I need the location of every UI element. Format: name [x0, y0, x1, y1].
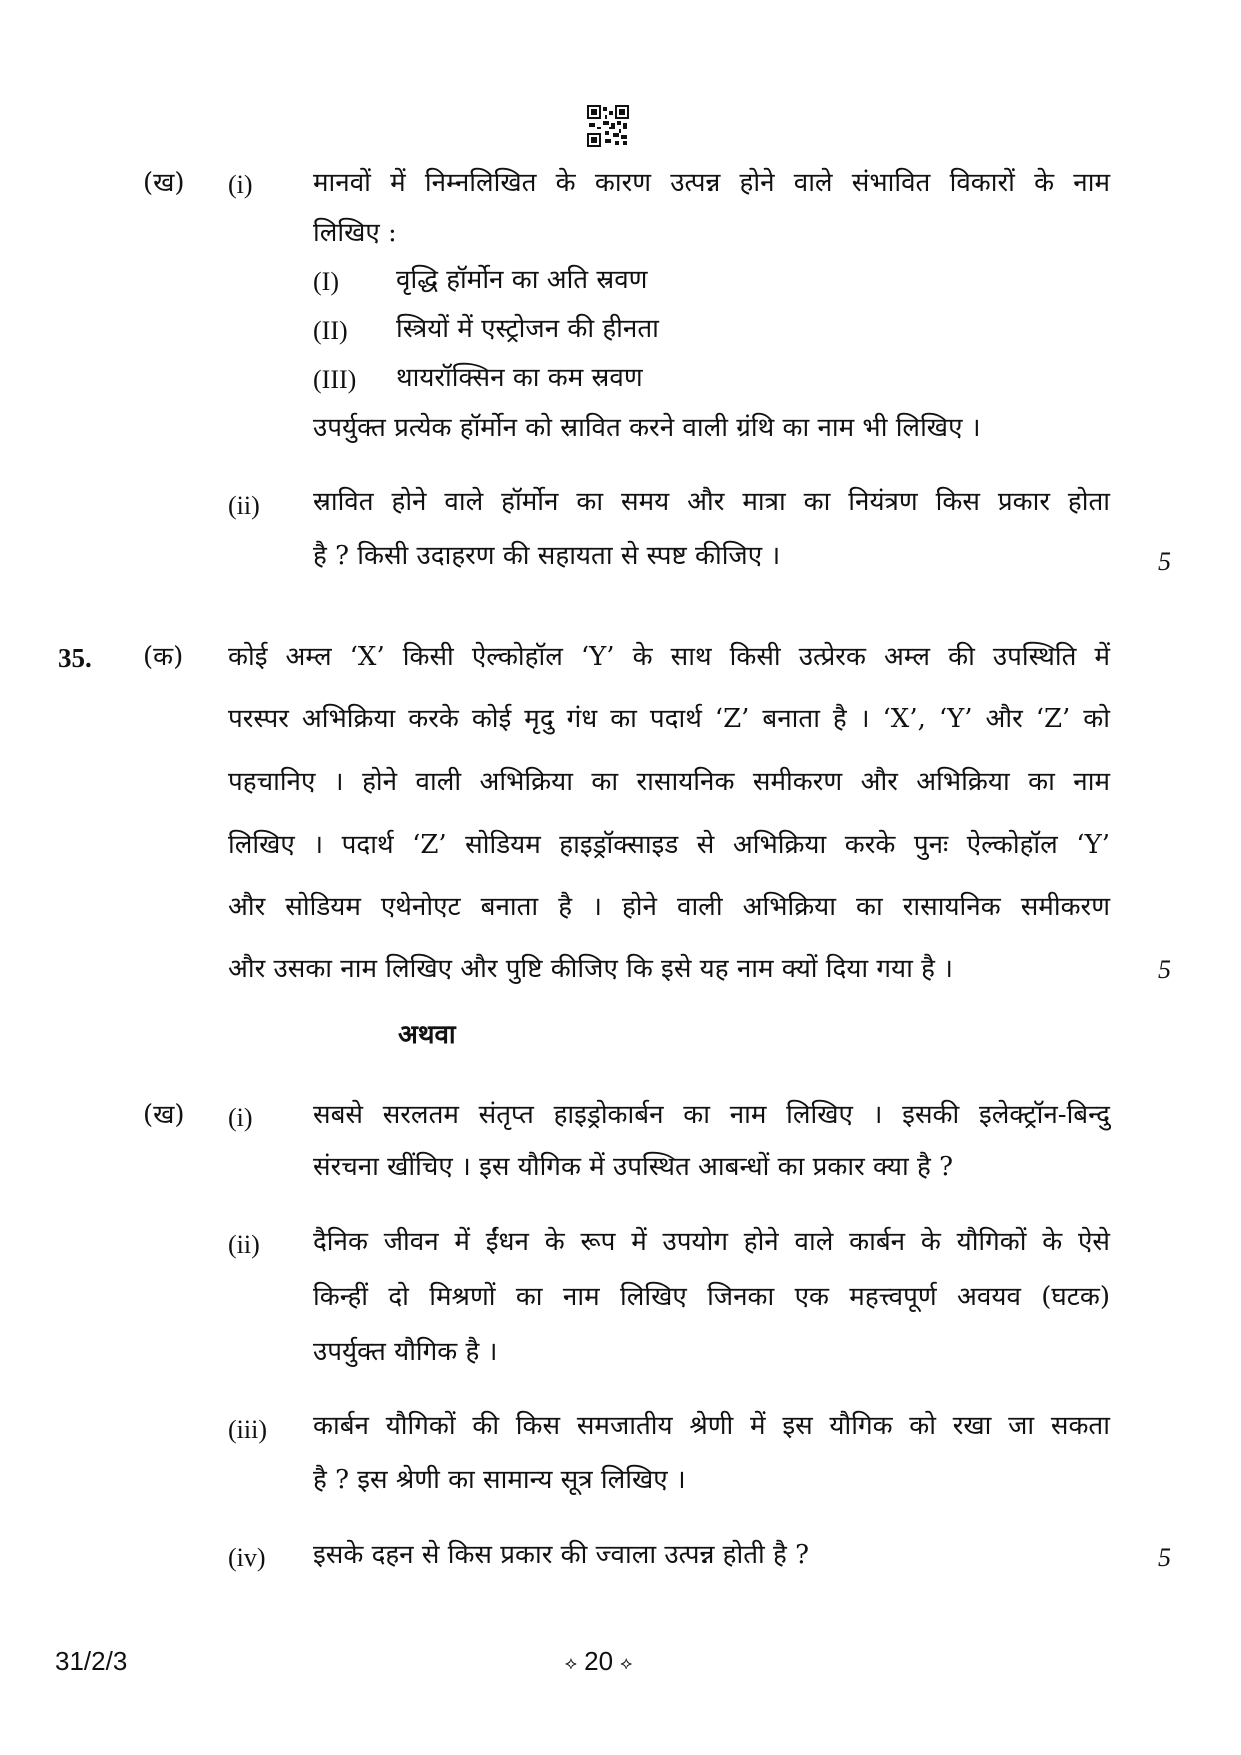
q35a-marks: 5 — [1158, 955, 1171, 984]
q35b-label: (ख) — [143, 1100, 185, 1130]
q34b-i-closing-line: उपर्युक्त प्रत्येक हॉर्मोन को स्रावित करने वाली ग्रंथि का नाम भी लिखिए । — [313, 413, 981, 443]
q35b-iv-number: (iv) — [228, 1543, 266, 1572]
q34b-i-line-1: मानवों में निम्नलिखित के कारण उत्पन्न होने वाले संभावित विकारों के नाम — [313, 168, 1110, 198]
q35b-iv-line-1: इसके दहन से किस प्रकार की ज्वाला उत्पन्न होती है ? — [313, 1540, 810, 1570]
q34b-i-item-3-text: थायरॉक्सिन का कम स्रवण — [396, 363, 643, 393]
q35b-i-line-2: संरचना खींचिए । इस यौगिक में उपस्थित आबन्धों का प्रकार क्या है ? — [313, 1152, 954, 1182]
q34b-ii-line-1: स्रावित होने वाले हॉर्मोन का समय और मात्रा का नियंत्रण किस प्रकार होता — [313, 487, 1110, 517]
q34b-i-item-3-number: (III) — [313, 365, 357, 394]
q34b-i-line-2: लिखिए : — [313, 218, 397, 248]
q35b-ii-line-3: उपर्युक्त यौगिक है । — [313, 1337, 498, 1367]
q35a-line-5: और सोडियम एथेनोएट बनाता है । होने वाली अभिक्रिया का रासायनिक समीकरण — [228, 892, 1110, 922]
q35a-line-6: और उसका नाम लिखिए और पुष्टि कीजिए कि इसे यह नाम क्यों दिया गया है । — [228, 954, 954, 984]
q35b-i-line-1: सबसे सरलतम संतृप्त हाइड्रोकार्बन का नाम लिखिए । इसकी इलेक्ट्रॉन-बिन्दु — [313, 1100, 1110, 1130]
page-decor-left-icon: ⟡ — [565, 1653, 577, 1674]
q35a-line-1: कोई अम्ल ‘X’ किसी ऐल्कोहॉल ‘Y’ के साथ किसी उत्प्रेरक अम्ल की उपस्थिति में — [228, 642, 1110, 672]
q34b-marks: 5 — [1158, 547, 1171, 576]
q35b-ii-line-2: किन्हीं दो मिश्रणों का नाम लिखिए जिनका एक महत्त्वपूर्ण अवयव (घटक) — [313, 1282, 1110, 1312]
q35-number: 35. — [58, 643, 92, 673]
q34b-i-item-2-number: (II) — [313, 316, 348, 345]
q35a-line-3: पहचानिए । होने वाली अभिक्रिया का रासायनिक समीकरण और अभिक्रिया का नाम — [228, 767, 1110, 797]
paper-code: 31/2/3 — [55, 1646, 128, 1676]
q34b-i-item-1-text: वृद्धि हॉर्मोन का अति स्रवण — [396, 265, 648, 295]
q34b-ii-number: (ii) — [228, 491, 260, 520]
q35a-label: (क) — [143, 642, 184, 672]
page-decor-right-icon: ⟡ — [620, 1653, 633, 1674]
q35b-i-number: (i) — [228, 1103, 253, 1132]
page-number-value: 20 — [584, 1646, 614, 1676]
q35b-ii-line-1: दैनिक जीवन में ईंधन के रूप में उपयोग होने वाले कार्बन के यौगिकों के ऐसे — [313, 1227, 1110, 1257]
q35b-iii-number: (iii) — [228, 1415, 267, 1444]
q35b-iii-line-1: कार्बन यौगिकों की किस समजातीय श्रेणी में इस यौगिक को रखा जा सकता — [313, 1411, 1110, 1441]
q34b-i-number: (i) — [228, 170, 253, 199]
q35b-iii-line-2: है ? इस श्रेणी का सामान्य सूत्र लिखिए । — [313, 1465, 686, 1495]
q34b-i-item-1-number: (I) — [313, 267, 339, 296]
page-number — [565, 1646, 632, 1678]
q35a-line-4: लिखिए । पदार्थ ‘Z’ सोडियम हाइड्रॉक्साइड से अभिक्रिया करके पुनः ऐल्कोहॉल ‘Y’ — [228, 830, 1110, 860]
q34b-ii-line-2: है ? किसी उदाहरण की सहायता से स्पष्ट कीजिए । — [313, 541, 781, 571]
qr-code-icon — [587, 105, 629, 147]
or-separator: अथवा — [398, 1020, 456, 1050]
q34b-i-item-2-text: स्त्रियों में एस्ट्रोजन की हीनता — [396, 314, 659, 344]
q35b-marks: 5 — [1158, 1543, 1171, 1572]
q35b-ii-number: (ii) — [228, 1230, 260, 1259]
q34b-label: (ख) — [143, 168, 185, 198]
q35a-line-2: परस्पर अभिक्रिया करके कोई मृदु गंध का पदार्थ ‘Z’ बनाता है । ‘X’, ‘Y’ और ‘Z’ को — [228, 704, 1110, 734]
